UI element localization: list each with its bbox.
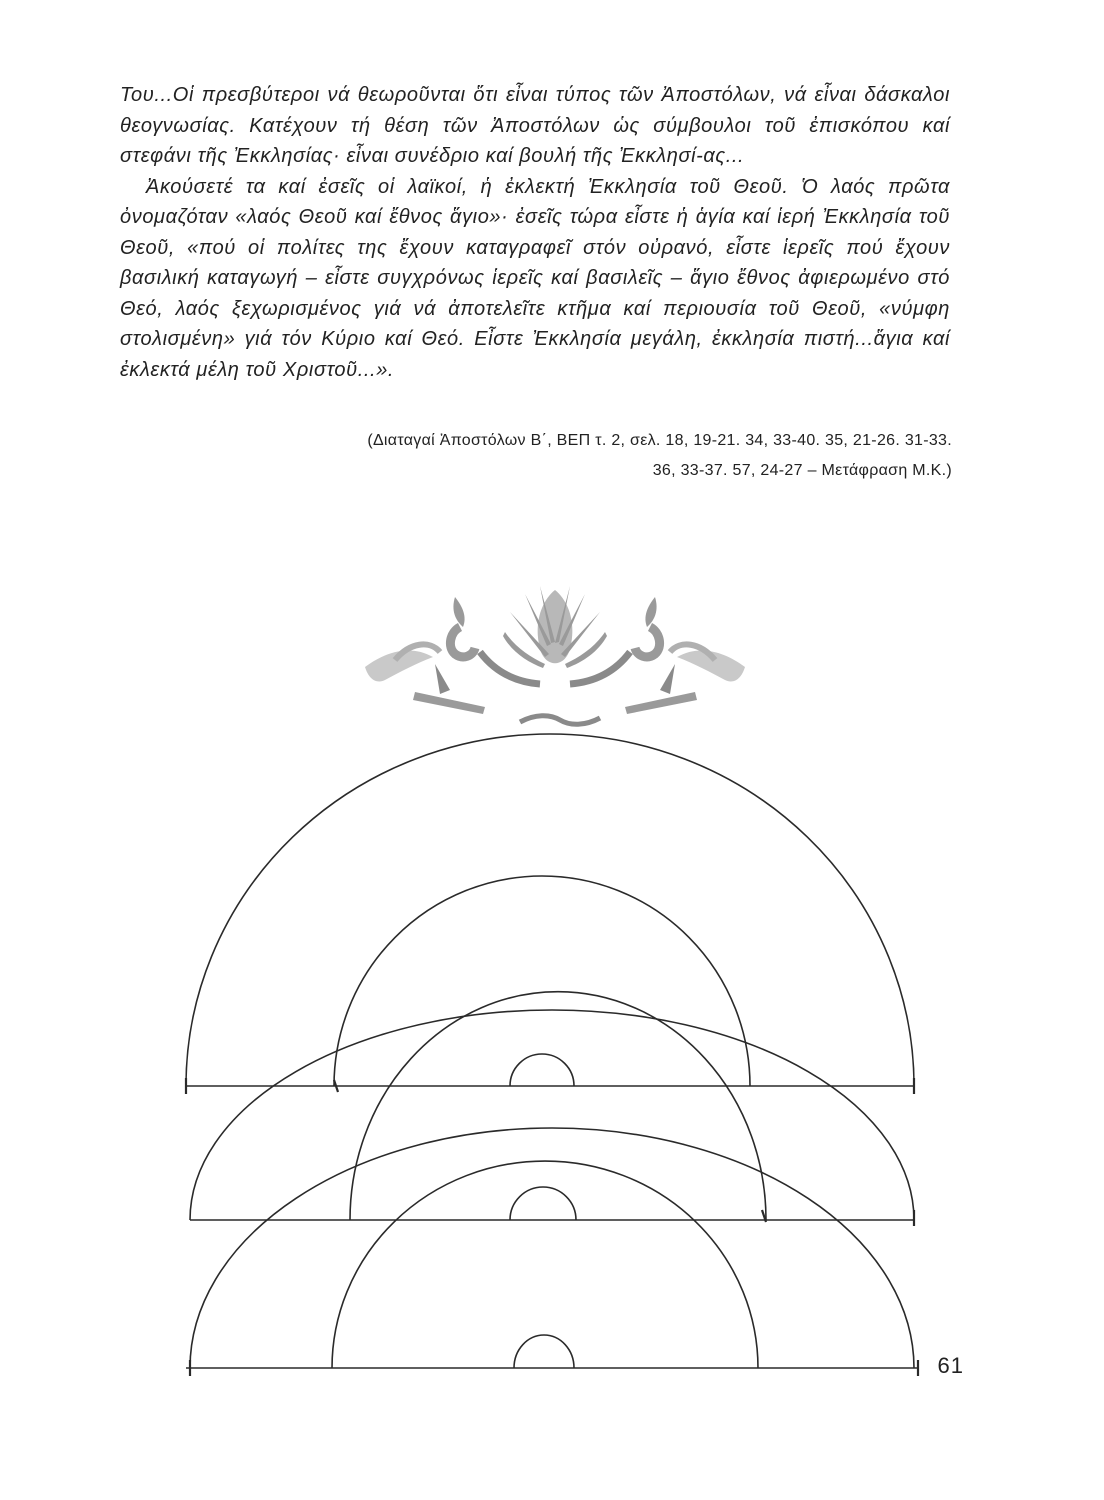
- paragraph-2: Ἀκούσετέ τα καί ἐσεῖς οἱ λαϊκοί, ἡ ἐκλεκτή Ἐκκλησία τοῦ Θεοῦ. Ὁ λαός πρῶτα ὀνομαζόταν «λαός Θεοῦ καί ἔθνος ἅγιο»· ἐσεῖς τώρα εἶστε ἡ ἁγία καί ἱερή Ἐκκλησία τοῦ Θεοῦ, «πού οἱ πολίτες της ἔχουν καταγραφεῖ στόν οὐρανό, εἶστε ἱερεῖς πού ἔχουν βασιλική καταγωγή – εἶστε συγχρόνως ἱερεῖς καί βασιλεῖς – ἅγιο ἔθνος ἀφιερωμένο στό Θεό, λαός ξεχωρισμένος γιά νά ἀποτελεῖτε κτῆμα καί περιουσία τοῦ Θεοῦ, «νύμφη στολισμένη» γιά τόν Κύριο καί Θεό. Εἶστε Ἐκκλησία μεγάλη, ἐκκλησία πιστή...ἅγια καί ἐκλεκτά μέλη τοῦ Χριστοῦ...».: [120, 175, 950, 381]
- arc-large-bottom: [190, 1128, 914, 1368]
- arc-large-top: [186, 734, 914, 1086]
- floral-ornament-icon: [355, 572, 755, 742]
- main-text: [120, 80, 950, 385]
- tick-mark: [186, 1078, 918, 1376]
- page-number: 61: [937, 1353, 964, 1378]
- arc-medium-bottom: [332, 1161, 758, 1368]
- arc-small-top: [510, 1054, 574, 1086]
- citation-line-2: 36, 33-37. 57, 24-27 – Μετάφραση Μ.Κ.): [652, 462, 952, 479]
- citation-line-1: (Διαταγαί Ἀποστόλων Β΄, ΒΕΠ τ. 2, σελ. 18, 19-21. 34, 33-40. 35, 21-26. 31-33.: [367, 432, 952, 449]
- citation: [367, 426, 952, 486]
- paragraph-1: Του...Οἱ πρεσβύτεροι νά θεωροῦνται ὅτι εἶναι τύπος τῶν Ἀποστόλων, νά εἶναι δάσκαλοι θεογνωσίας. Κατέχουν τή θέση τῶν Ἀποστόλων ὡς σύμβουλοι τοῦ ἐπισκόπου καί στεφάνι τῆς Ἐκκλησίας· εἶναι συνέδριο καί βουλή τῆς Ἐκκλησί-ας...: [120, 84, 950, 167]
- arc-small-middle: [510, 1187, 576, 1220]
- nested-semicircles-diagram: [170, 720, 940, 1400]
- arc-small-bottom: [514, 1335, 574, 1368]
